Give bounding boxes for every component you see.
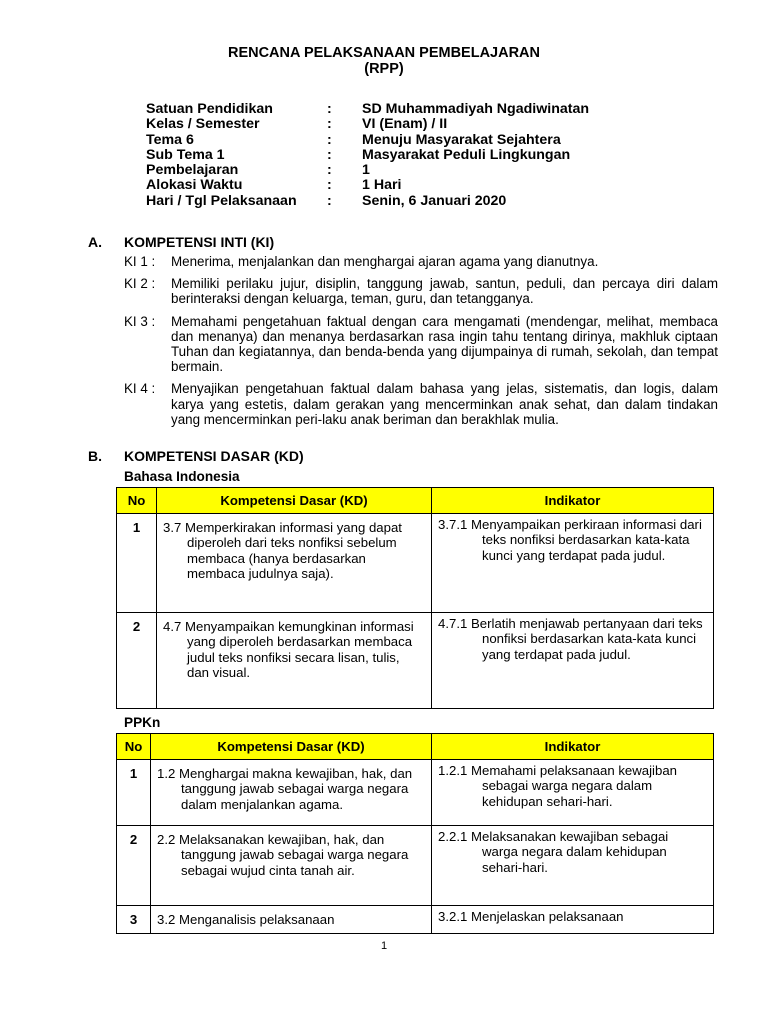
ki-code: KI 2 : [124,276,156,292]
kd-text: 2.2 Melaksanakan kewajiban, hak, dan tanggung jawab sebagai warga negara sebagai wujud cinta tanah air. [157,832,409,878]
ki-item [124,254,718,269]
kd-cell [151,826,432,906]
identity-label: Sub Tema 1 [146,146,225,163]
identity-row [146,102,706,117]
identity-value: Masyarakat Peduli Lingkungan [362,146,571,163]
identity-row [146,148,706,163]
table-header-row [117,488,714,514]
identity-row [146,163,706,178]
identity-label: Kelas / Semester [146,116,260,133]
identity-value: 1 Hari [362,177,402,194]
row-number: 3 [117,906,151,934]
page-number: 1 [380,940,388,952]
table-row [117,613,714,709]
identity-value: SD Muhammadiyah Ngadiwinatan [362,101,590,117]
identity-label: Pembelajaran [146,162,239,179]
table-header-row [117,734,714,760]
ki-item [124,381,718,427]
column-header-kd: Kompetensi Dasar (KD) [157,488,432,514]
identity-colon: : [327,192,332,209]
identity-row [146,194,706,209]
ki-text: Menyajikan pengetahuan faktual dalam bahasa yang jelas, sistematis, dan logis, dalam karya yang estetis, dalam gerakan yang mencerminkan anak sehat, dan dalam tindakan yang mencerminkan peri-laku anak beriman dan berakhlak mulia. [171,381,718,427]
kd-cell [151,906,432,934]
identity-colon: : [327,146,332,163]
ki-code: KI 4 : [124,381,156,397]
identity-block [146,102,706,209]
indikator-cell [432,906,714,934]
row-number: 2 [117,613,157,709]
identity-value: VI (Enam) / II [362,116,448,133]
section-letter: B. [88,448,102,464]
section-title: KOMPETENSI DASAR (KD) [124,448,304,464]
kd-text: 4.7 Menyampaikan kemungkinan informasi yang diperoleh berdasarkan membaca judul teks nonfiksi secara lisan, tulis, dan visual. [163,619,414,680]
table-row [117,826,714,906]
kd-cell [157,514,432,613]
indikator-cell [432,826,714,906]
row-number: 2 [117,826,151,906]
ki-text: Memiliki perilaku jujur, disiplin, tanggung jawab, santun, peduli, dan percaya diri dalam berinteraksi dengan keluarga, teman, guru, dan tetangganya. [171,276,718,307]
ki-text: Menerima, menjalankan dan menghargai ajaran agama yang dianutnya. [171,254,599,269]
identity-colon: : [327,116,332,133]
indikator-text: 3.2.1 Menjelaskan pelaksanaan [438,909,624,924]
subject-ppkn: PPKn [124,715,161,730]
identity-value: Menuju Masyarakat Sejahtera [362,131,561,148]
identity-label: Tema 6 [146,131,194,148]
table-row [117,760,714,826]
row-number: 1 [117,760,151,826]
indikator-cell [432,760,714,826]
identity-label: Alokasi Waktu [146,177,243,194]
ki-item [124,276,718,306]
subject-bahasa-indonesia: Bahasa Indonesia [124,469,240,484]
identity-row [146,178,706,193]
identity-colon: : [327,101,332,117]
indikator-cell [432,514,714,613]
indikator-text: 2.2.1 Melaksanakan kewajiban sebagai warga negara dalam kehidupan sehari-hari. [438,829,669,875]
row-number: 1 [117,514,157,613]
ki-code: KI 1 : [124,254,156,269]
document-subtitle: (RPP) [364,61,404,77]
document-title: RENCANA PELAKSANAAN PEMBELAJARAN [227,45,541,61]
identity-label: Satuan Pendidikan [146,101,273,117]
ki-code: KI 3 : [124,313,156,329]
identity-value: 1 [362,162,370,179]
kd-table-ppkn [116,733,714,934]
identity-row [146,133,706,148]
kd-cell [151,760,432,826]
ki-item [124,314,718,375]
column-header-kd: Kompetensi Dasar (KD) [151,734,432,760]
identity-colon: : [327,177,332,194]
identity-row [146,117,706,132]
identity-colon: : [327,162,332,179]
identity-colon: : [327,131,332,148]
indikator-text: 3.7.1 Menyampaikan perkiraan informasi dari teks nonfiksi berdasarkan kata-kata kunci yang terdapat pada judul. [438,517,702,563]
identity-value: Senin, 6 Januari 2020 [362,192,507,209]
kd-table-bahasa-indonesia [116,487,714,709]
kd-text: 3.2 Menganalisis pelaksanaan [157,912,335,927]
kd-text: 1.2 Menghargai makna kewajiban, hak, dan tanggung jawab sebagai warga negara dalam menjalankan agama. [157,766,413,812]
section-title: KOMPETENSI INTI (KI) [124,234,275,250]
indikator-text: 4.7.1 Berlatih menjawab pertanyaan dari teks nonfiksi berdasarkan kata-kata kunci yang terdapat pada judul. [438,616,703,662]
kd-cell [157,613,432,709]
indikator-cell [432,613,714,709]
indikator-text: 1.2.1 Memahami pelaksanaan kewajiban sebagai warga negara dalam kehidupan sehari-hari. [438,763,677,809]
ki-list [124,254,718,434]
table-row [117,514,714,613]
section-letter: A. [88,234,102,250]
ki-text: Memahami pengetahuan faktual dengan cara mengamati (mendengar, melihat, membaca dan menanya) dan menanya berdasarkan rasa ingin tahu tentang dirinya, makhluk ciptaan Tuhan dan kegiatannya, dan benda-benda yang dijumpainya di rumah, sekolah, dan tempat bermain. [171,313,718,375]
identity-label: Hari / Tgl Pelaksanaan [146,192,297,209]
column-header-indikator: Indikator [432,488,714,514]
table-row [117,906,714,934]
column-header-indikator: Indikator [432,734,714,760]
column-header-no: No [117,734,151,760]
kd-text: 3.7 Memperkirakan informasi yang dapat diperoleh dari teks nonfiksi sebelum membaca (hanya berdasarkan membaca judulnya saja). [163,520,402,581]
column-header-no: No [117,488,157,514]
